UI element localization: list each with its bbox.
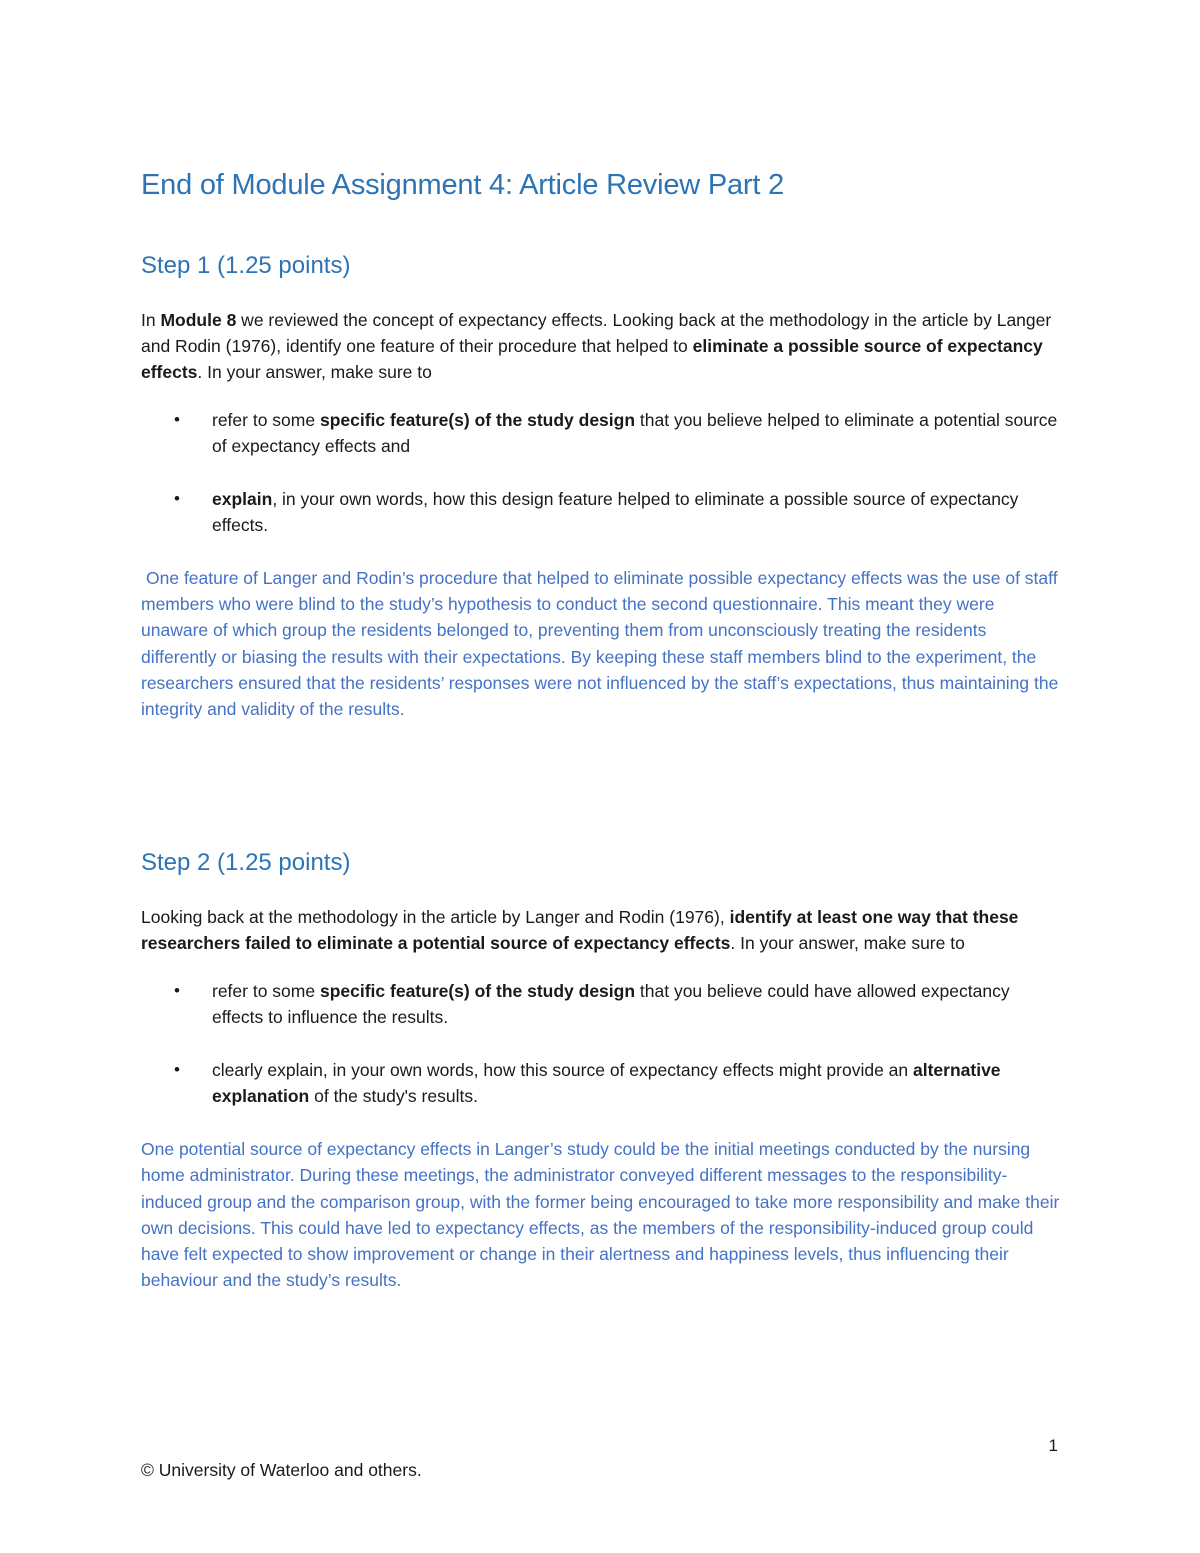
prompt-text: Looking back at the methodology in the article by Langer and Rodin (1976), bbox=[141, 907, 730, 928]
step-1-answer: One feature of Langer and Rodin’s procedure that helped to eliminate possible expectancy effects was the use of staff members who were blind to the study’s hypothesis to conduct the second questionnaire. This meant they were unaware of which group the residents belonged to, preventing them from unconsciously treating the residents differently or biasing the results with their expectations. By keeping these staff members blind to the experiment, the researchers ensured that the residents’ responses were not influenced by the staff’s expectations, thus maintaining the integrity and validity of the results. bbox=[141, 568, 1059, 720]
prompt-text: . In your answer, make sure to bbox=[730, 933, 965, 954]
step-1-bullet-list bbox=[141, 407, 1061, 538]
list-item bbox=[141, 407, 1061, 459]
bullet-text: refer to some bbox=[212, 410, 320, 430]
list-item bbox=[141, 978, 1061, 1030]
copyright-footer: © University of Waterloo and others. bbox=[141, 1460, 422, 1480]
bullet-bold-text: explain bbox=[212, 489, 273, 509]
step-2-answer: One potential source of expectancy effects in Langer’s study could be the initial meetings conducted by the nursing home administrator. During these meetings, the administrator conveyed different messages to the responsibility-induced group and the comparison group, with the former being encouraged to take more responsibility and make their own decisions. This could have led to expectancy effects, as the members of the responsibility-induced group could have felt expected to show improvement or change in their alertness and happiness levels, thus influencing their behaviour and the study’s results. bbox=[141, 1139, 1060, 1291]
prompt-bold-text: eliminate a possible source of expectancy effects bbox=[141, 336, 1043, 382]
bullet-bold-text: alternative explanation bbox=[212, 1060, 1001, 1107]
step-2-prompt bbox=[141, 904, 1061, 956]
step-1-heading: Step 1 (1.25 points) bbox=[141, 252, 351, 279]
prompt-text: . In your answer, make sure to bbox=[197, 362, 432, 382]
step-1-prompt bbox=[141, 307, 1061, 385]
step-2-bullet-list bbox=[141, 978, 1061, 1109]
prompt-bold-text: identify at least one way that these researchers failed to eliminate a potential source of expectancy effects bbox=[141, 907, 1019, 954]
bullet-icon: • bbox=[174, 410, 180, 429]
prompt-bold-text: Module 8 bbox=[160, 310, 237, 330]
step-2-heading: Step 2 (1.25 points) bbox=[141, 849, 351, 877]
step-2-section bbox=[141, 846, 1061, 1293]
bullet-bold-text: specific feature(s) of the study design bbox=[319, 981, 636, 1002]
bullet-icon: • bbox=[174, 489, 180, 508]
prompt-text: In bbox=[141, 310, 161, 330]
bullet-text: of the study's results. bbox=[309, 1086, 478, 1107]
list-item bbox=[141, 486, 1061, 538]
bullet-text: , in your own words, how this design feature helped to eliminate a possible source of expectancy effects. bbox=[212, 489, 1019, 535]
bullet-text: that you believe could have allowed expectancy effects to influence the results. bbox=[212, 981, 1010, 1028]
bullet-icon: • bbox=[174, 981, 180, 1001]
document-title: End of Module Assignment 4: Article Review Part 2 bbox=[141, 169, 785, 201]
bullet-icon: • bbox=[174, 1060, 180, 1080]
bullet-text: that you believe helped to eliminate a potential source of expectancy effects and bbox=[212, 410, 1058, 456]
page-number: 1 bbox=[1048, 1436, 1058, 1455]
bullet-bold-text: specific feature(s) of the study design bbox=[319, 410, 636, 430]
bullet-text: refer to some bbox=[212, 981, 320, 1002]
bullet-text: clearly explain, in your own words, how this source of expectancy effects might provide an bbox=[212, 1060, 913, 1081]
section-spacer bbox=[141, 722, 1061, 846]
prompt-text: we reviewed the concept of expectancy effects. Looking back at the methodology in the article by Langer and Rodin (1976), identify one feature of their procedure that helped to bbox=[141, 310, 1052, 356]
step-1-section bbox=[141, 249, 1061, 722]
list-item bbox=[141, 1057, 1061, 1109]
page-content bbox=[141, 165, 1061, 1293]
